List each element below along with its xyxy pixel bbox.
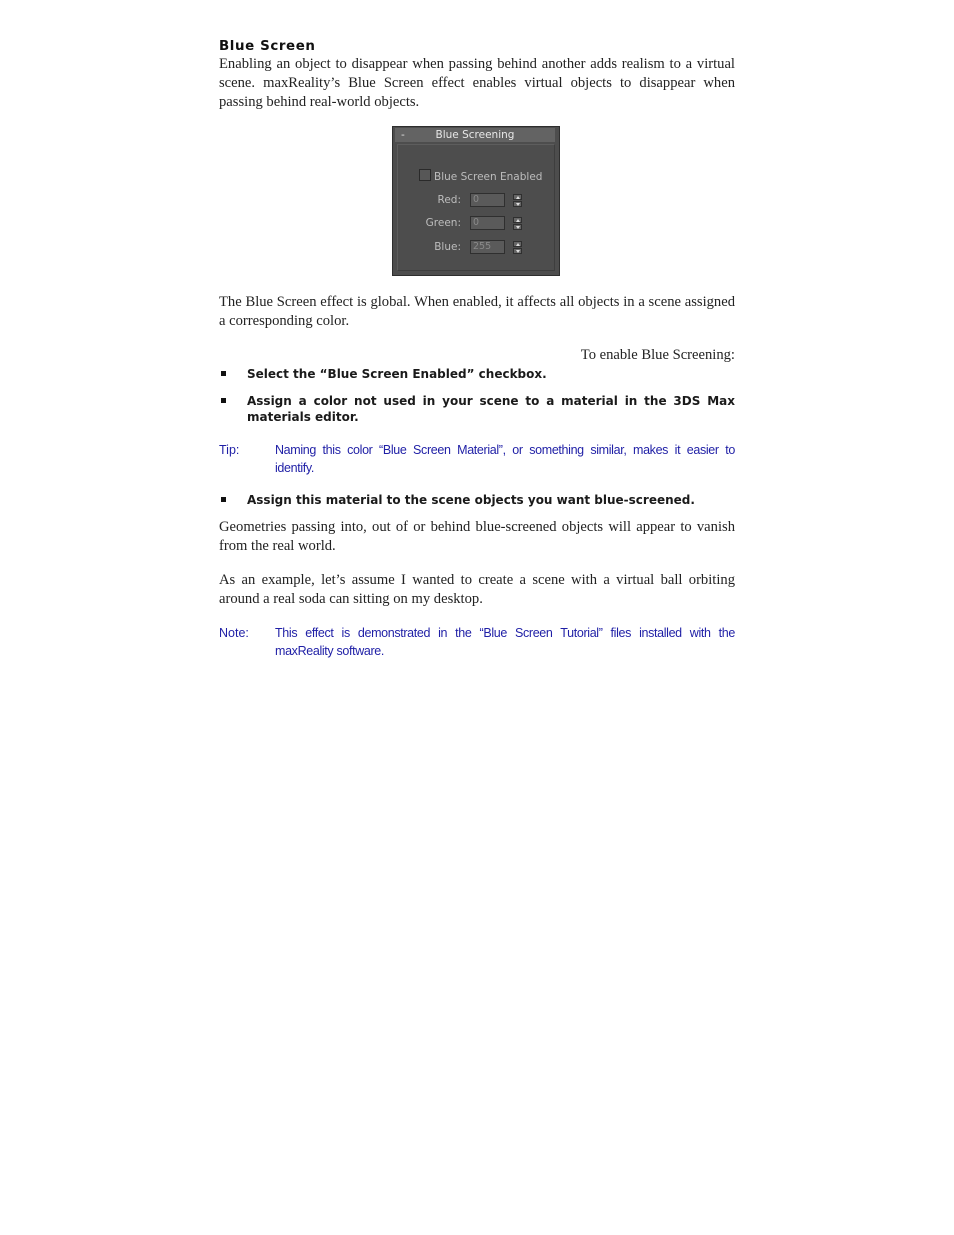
- spinner-down-icon[interactable]: [513, 201, 522, 207]
- blue-screen-enabled-row[interactable]: [419, 169, 542, 181]
- spinner-up-icon[interactable]: [513, 194, 522, 200]
- note-label: Note:: [219, 626, 249, 640]
- bullet-icon: [221, 497, 226, 502]
- step-text: Assign this material to the scene objects you want blue-screened.: [247, 493, 695, 507]
- tip-callout: [219, 441, 735, 477]
- procedure-steps-continued: [219, 492, 735, 508]
- list-item: [219, 366, 735, 382]
- red-spinner[interactable]: [513, 194, 522, 207]
- blue-screen-enabled-label: Blue Screen Enabled: [434, 171, 543, 183]
- green-spinner[interactable]: [513, 217, 522, 230]
- red-field-row: [393, 193, 561, 209]
- tip-label: Tip:: [219, 443, 240, 457]
- green-input[interactable]: 0: [470, 216, 505, 230]
- spinner-down-icon[interactable]: [513, 224, 522, 230]
- bullet-icon: [221, 371, 226, 376]
- panel-header[interactable]: [395, 128, 555, 142]
- spinner-down-icon[interactable]: [513, 248, 522, 254]
- document-page: [219, 38, 735, 660]
- bullet-icon: [221, 398, 226, 403]
- procedure-title: To enable Blue Screening:: [580, 347, 735, 363]
- blue-screening-figure: [219, 116, 735, 278]
- geometries-paragraph: Geometries passing into, out of or behind blue-screened objects will appear to vanish from the real world.: [219, 519, 735, 554]
- list-item: [219, 393, 735, 425]
- section-heading: Blue Screen: [219, 39, 316, 54]
- red-label: Red:: [437, 194, 461, 206]
- green-label: Green:: [425, 217, 461, 229]
- spinner-up-icon[interactable]: [513, 217, 522, 223]
- collapse-icon[interactable]: -: [401, 129, 405, 141]
- step-text: Select the “Blue Screen Enabled” checkbox.: [247, 367, 547, 381]
- note-text: This effect is demonstrated in the “Blue Screen Tutorial” files installed with the maxReality software.: [275, 626, 735, 658]
- green-field-row: [393, 216, 561, 232]
- blue-spinner[interactable]: [513, 241, 522, 254]
- panel-title: Blue Screening: [435, 129, 515, 141]
- global-effect-paragraph: The Blue Screen effect is global. When enabled, it affects all objects in a scene assigned a corresponding color.: [219, 294, 735, 329]
- procedure-steps: [219, 366, 735, 425]
- blue-input[interactable]: 255: [470, 240, 505, 254]
- step-text: Assign a color not used in your scene to a material in the 3DS Max materials editor.: [247, 394, 735, 424]
- spinner-up-icon[interactable]: [513, 241, 522, 247]
- note-callout: [219, 624, 735, 660]
- example-paragraph: As an example, let’s assume I wanted to create a scene with a virtual ball orbiting around a real soda can sitting on my desktop.: [219, 572, 735, 607]
- intro-paragraph: Enabling an object to disappear when passing behind another adds realism to a virtual scene. maxReality’s Blue Screen effect enables virtual objects to disappear when passing behind real-world objects.: [219, 56, 735, 110]
- blue-label: Blue:: [434, 241, 461, 253]
- blue-screening-panel: [392, 126, 560, 276]
- red-input[interactable]: 0: [470, 193, 505, 207]
- blue-field-row: [393, 240, 561, 256]
- list-item: [219, 492, 735, 508]
- tip-text: Naming this color “Blue Screen Material”, or something similar, makes it easier to identify.: [275, 443, 735, 475]
- blue-screen-enabled-checkbox[interactable]: [419, 169, 431, 181]
